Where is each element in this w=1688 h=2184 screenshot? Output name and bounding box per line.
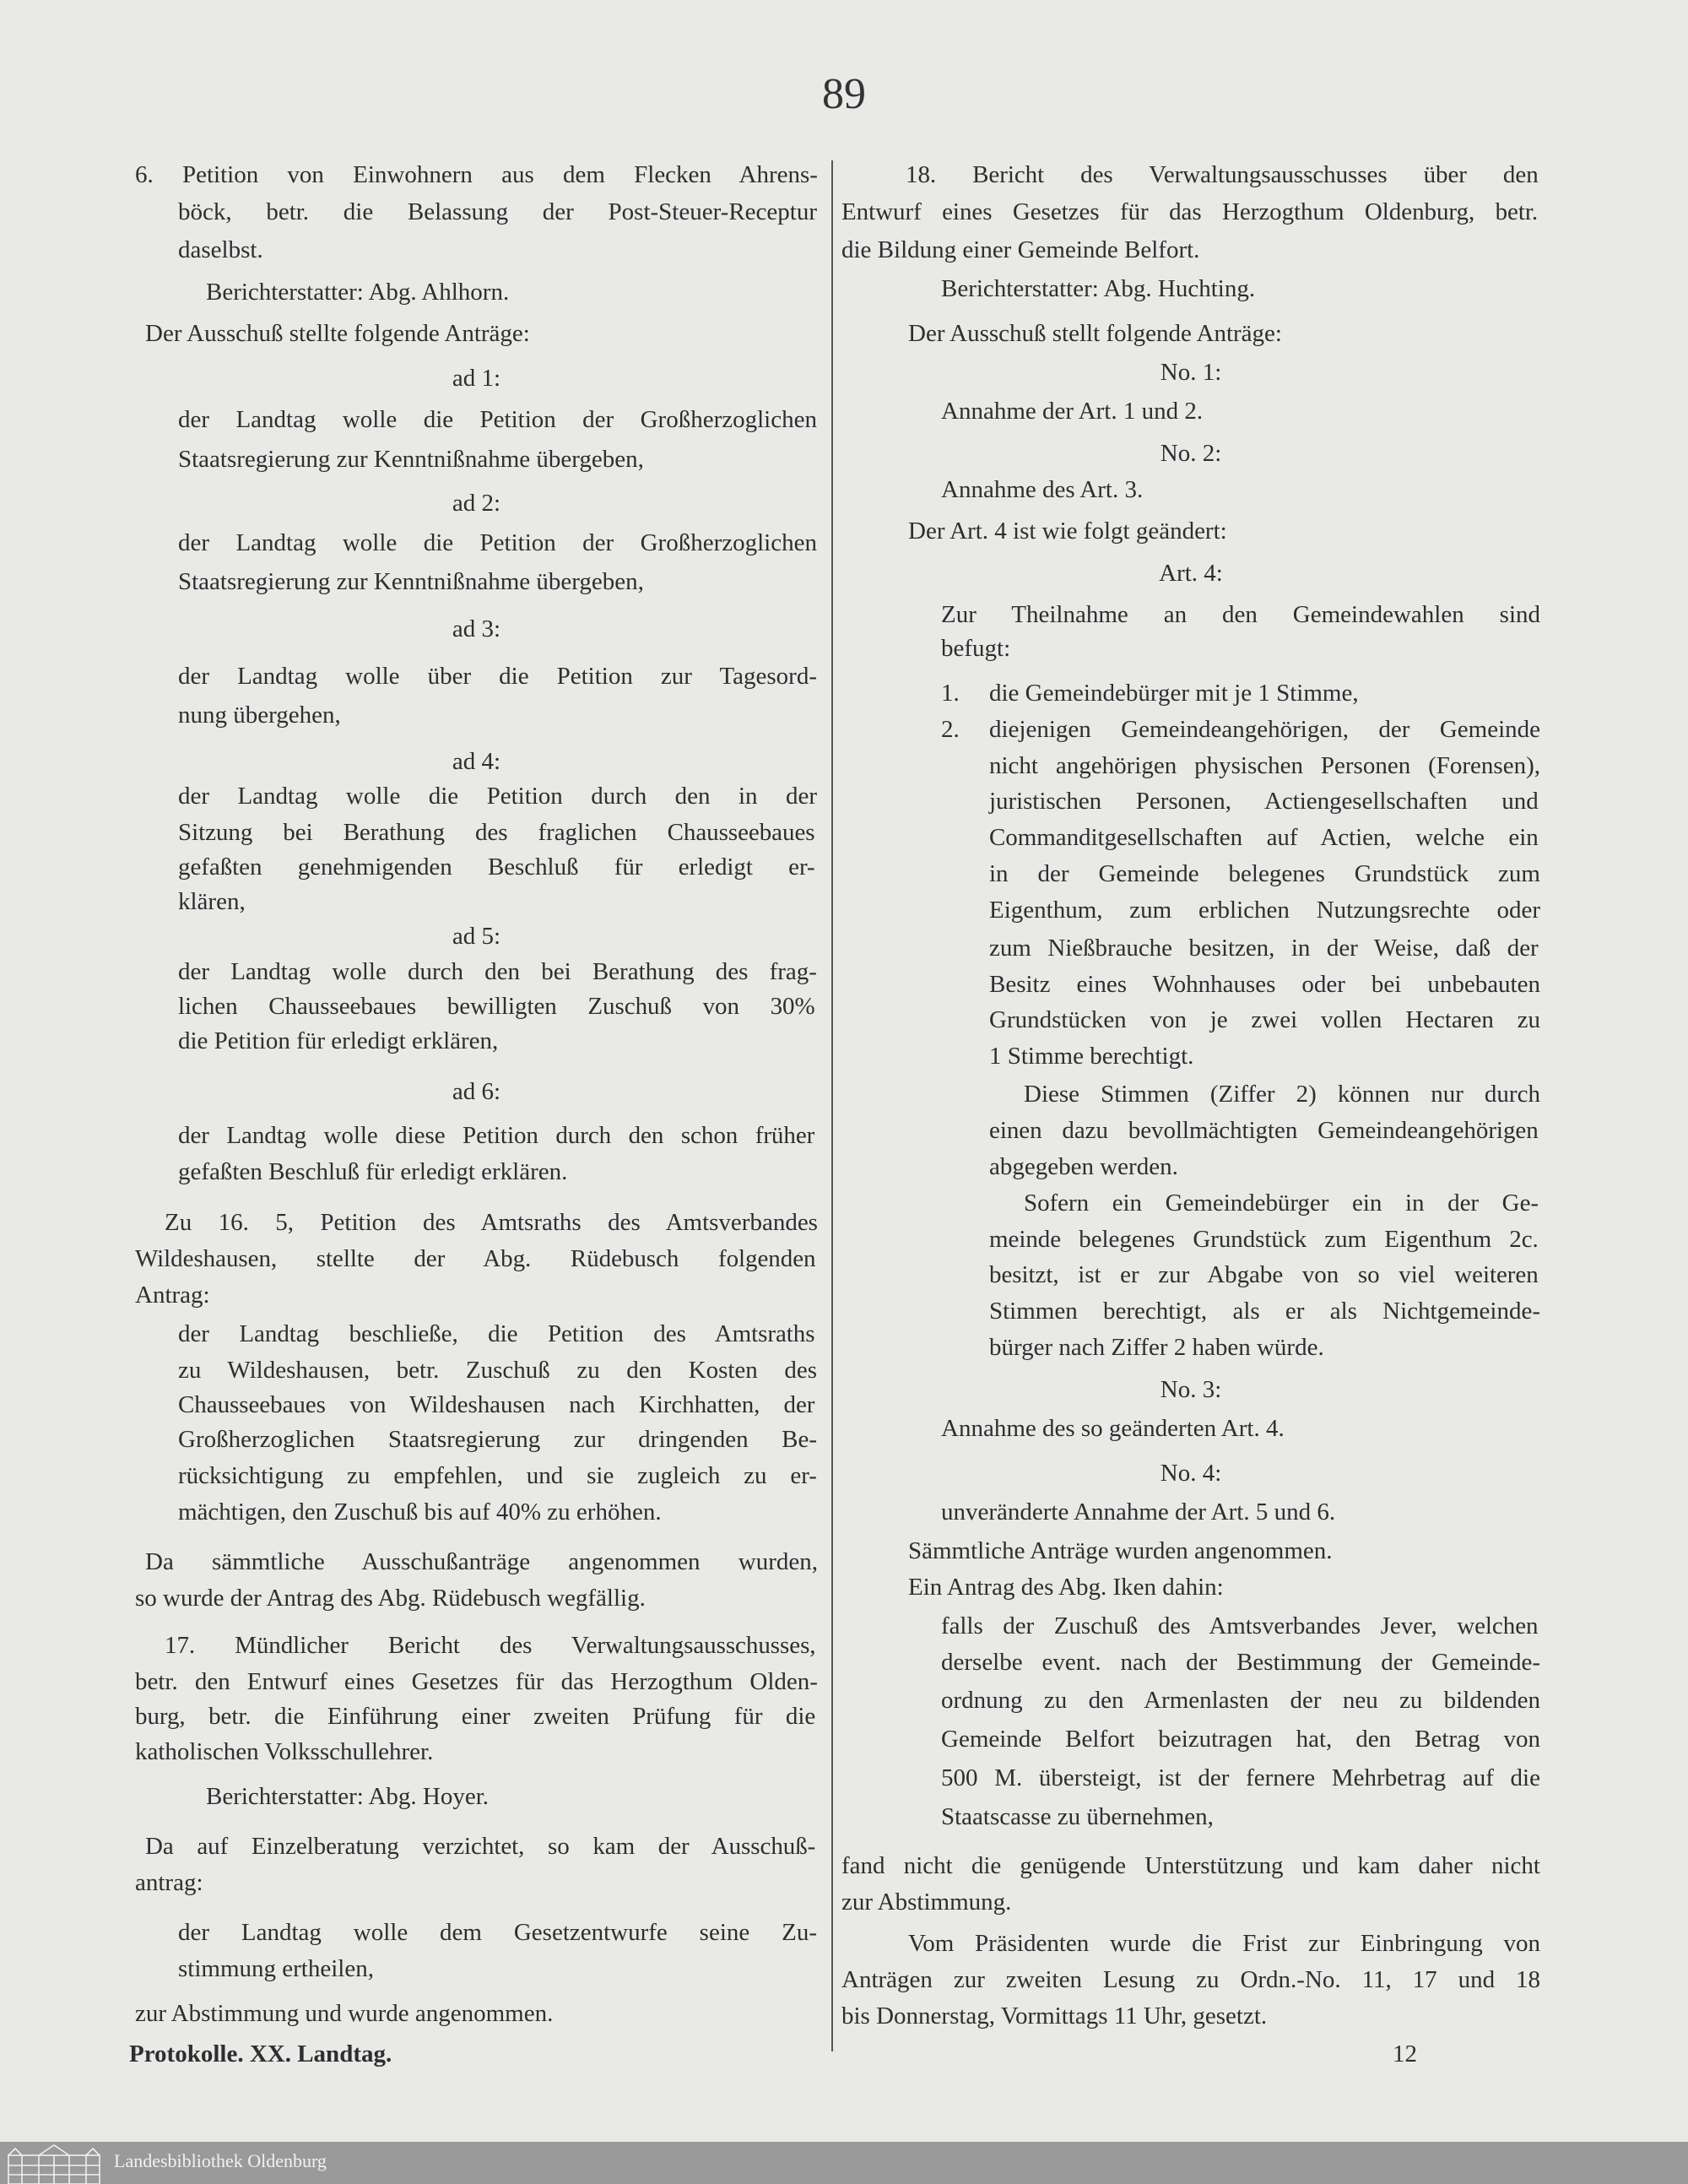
page-number: 89 — [822, 70, 866, 118]
text-line: ordnung zu den Armenlasten der neu zu bildenden — [941, 1687, 1540, 1714]
text-line: antrag: — [135, 1869, 203, 1896]
text-line: daselbst. — [178, 236, 263, 263]
section-heading: No. 4: — [1160, 1460, 1222, 1487]
text-line: Antrag: — [135, 1282, 210, 1309]
text-line: nung übergehen, — [178, 702, 341, 729]
section-heading: ad 4: — [452, 748, 501, 775]
text-line: die Bildung einer Gemeinde Belfort. — [841, 236, 1200, 263]
text-line: die Petition für erledigt erklären, — [178, 1027, 499, 1054]
text-line: mächtigen, den Zuschuß bis auf 40% zu erhöhen. — [178, 1498, 662, 1526]
text-line: böck, betr. die Belassung der Post-Steuer-Receptur — [178, 198, 817, 225]
text-line: 2. — [941, 716, 960, 743]
text-line: zur Abstimmung und wurde angenommen. — [135, 2000, 554, 2027]
text-line: rücksichtigung zu empfehlen, und sie zugleich zu er- — [178, 1462, 817, 1489]
text-line: der Landtag wolle über die Petition zur Tagesord- — [178, 663, 817, 690]
text-line: Stimmen berechtigt, als er als Nichtgemeinde- — [989, 1298, 1540, 1325]
text-line: zur Abstimmung. — [841, 1889, 1012, 1916]
text-line: besitzt, ist er zur Abgabe von so viel weiteren — [989, 1261, 1539, 1288]
text-line: Der Ausschuß stellt folgende Anträge: — [908, 320, 1282, 347]
section-heading: No. 2: — [1160, 440, 1222, 467]
signature-mark-left: Protokolle. XX. Landtag. — [129, 2040, 392, 2067]
column-divider — [831, 160, 833, 2051]
text-line: Entwurf eines Gesetzes für das Herzogthum Oldenburg, betr. — [841, 198, 1539, 225]
signature-mark-right: 12 — [1393, 2040, 1417, 2067]
text-line: derselbe event. nach der Bestimmung der Gemeinde- — [941, 1649, 1540, 1676]
text-line: gefaßten genehmigenden Beschluß für erledigt er- — [178, 854, 815, 881]
text-line: 17. Mündlicher Bericht des Verwaltungsausschusses, — [165, 1632, 816, 1659]
text-line: die Gemeindebürger mit je 1 Stimme, — [989, 680, 1359, 707]
text-line: Großherzoglichen Staatsregierung zur dringenden Be- — [178, 1426, 817, 1453]
text-line: falls der Zuschuß des Amtsverbandes Jever, welchen — [941, 1612, 1539, 1639]
text-line: nicht angehörigen physischen Personen (Forensen), — [989, 752, 1540, 779]
text-line: Annahme der Art. 1 und 2. — [941, 398, 1204, 425]
text-line: Besitz eines Wohnhauses oder bei unbebauten — [989, 971, 1540, 998]
text-line: der Landtag wolle die Petition der Großherzoglichen — [178, 529, 817, 556]
text-line: burg, betr. die Einführung einer zweiten Prüfung für die — [135, 1703, 816, 1730]
text-line: Vom Präsidenten wurde die Frist zur Einbringung von — [908, 1930, 1540, 1957]
text-line: Zu 16. 5, Petition des Amtsraths des Amtsverbandes — [165, 1209, 818, 1236]
text-line: der Landtag wolle diese Petition durch den schon früher — [178, 1122, 815, 1149]
text-line: zum Nießbrauche besitzen, in der Weise, daß der — [989, 935, 1539, 962]
text-line: Wildeshausen, stellte der Abg. Rüdebusch folgenden — [135, 1245, 816, 1272]
text-line: Staatsregierung zur Kenntnißnahme übergeben, — [178, 446, 644, 473]
text-line: 1. — [941, 680, 960, 707]
library-building-logo-icon — [5, 2143, 103, 2184]
text-line: Gemeinde Belfort beizutragen hat, den Betrag von — [941, 1726, 1540, 1753]
text-line: Ein Antrag des Abg. Iken dahin: — [908, 1574, 1224, 1601]
text-line: meinde belegenes Grundstück zum Eigenthum 2c. — [989, 1226, 1539, 1253]
text-line: einen dazu bevollmächtigten Gemeindeangehörigen — [989, 1117, 1539, 1144]
text-line: katholischen Volksschullehrer. — [135, 1738, 434, 1765]
text-line: befugt: — [941, 635, 1011, 662]
text-line: gefaßten Beschluß für erledigt erklären. — [178, 1158, 568, 1185]
text-line: Annahme des Art. 3. — [941, 476, 1144, 503]
text-line: Chausseebaues von Wildeshausen nach Kirchhatten, der — [178, 1391, 815, 1418]
text-line: Berichterstatter: Abg. Huchting. — [941, 275, 1256, 302]
text-line: Diese Stimmen (Ziffer 2) können nur durch — [1024, 1081, 1540, 1108]
text-line: Sitzung bei Berathung des fraglichen Chausseebaues — [178, 819, 815, 846]
text-line: stimmung ertheilen, — [178, 1955, 374, 1982]
section-heading: ad 5: — [452, 923, 501, 950]
section-heading: Art. 4: — [1159, 560, 1223, 587]
text-line: zu Wildeshausen, betr. Zuschuß zu den Kosten des — [178, 1357, 817, 1384]
text-line: Da sämmtliche Ausschußanträge angenommen wurden, — [145, 1548, 818, 1575]
text-line: Annahme des so geänderten Art. 4. — [941, 1415, 1285, 1442]
text-line: der Landtag beschließe, die Petition des Amtsraths — [178, 1320, 815, 1347]
text-line: Der Art. 4 ist wie folgt geändert: — [908, 518, 1227, 545]
text-line: unveränderte Annahme der Art. 5 und 6. — [941, 1498, 1336, 1526]
text-line: fand nicht die genügende Unterstützung und kam daher nicht — [841, 1852, 1540, 1879]
text-line: Sämmtliche Anträge wurden angenommen. — [908, 1537, 1333, 1564]
text-line: bis Donnerstag, Vormittags 11 Uhr, gesetzt. — [841, 2002, 1268, 2030]
text-line: Grundstücken von je zwei vollen Hectaren zu — [989, 1006, 1540, 1033]
section-heading: ad 6: — [452, 1078, 501, 1105]
text-line: der Landtag wolle die Petition durch den in der — [178, 783, 817, 810]
text-line: Berichterstatter: Abg. Hoyer. — [206, 1783, 490, 1810]
text-line: Da auf Einzelberatung verzichtet, so kam der Ausschuß- — [145, 1833, 816, 1860]
library-name: Landesbibliothek Oldenburg — [114, 2150, 327, 2171]
text-line: bürger nach Ziffer 2 haben würde. — [989, 1334, 1324, 1361]
text-line: der Landtag wolle die Petition der Großherzoglichen — [178, 406, 817, 433]
text-line: diejenigen Gemeindeangehörigen, der Gemeinde — [989, 716, 1540, 743]
text-line: 18. Bericht des Verwaltungsausschusses über den — [906, 161, 1539, 188]
text-line: klären, — [178, 888, 246, 915]
text-line: Der Ausschuß stellte folgende Anträge: — [145, 320, 530, 347]
text-line: Staatsregierung zur Kenntnißnahme übergeben, — [178, 568, 644, 595]
text-line: abgegeben werden. — [989, 1153, 1178, 1180]
text-line: Zur Theilnahme an den Gemeindewahlen sind — [941, 601, 1540, 628]
text-line: Berichterstatter: Abg. Ahlhorn. — [206, 279, 510, 306]
text-line: lichen Chausseebaues bewilligten Zuschuß von 30% — [178, 993, 815, 1020]
text-line: der Landtag wolle dem Gesetzentwurfe seine Zu- — [178, 1919, 817, 1946]
library-bar — [0, 2142, 1688, 2184]
text-line: der Landtag wolle durch den bei Berathung des frag- — [178, 958, 817, 985]
section-heading: ad 1: — [452, 365, 501, 392]
text-line: Sofern ein Gemeindebürger ein in der Ge- — [1024, 1190, 1539, 1217]
section-heading: No. 3: — [1160, 1376, 1222, 1403]
text-line: 1 Stimme berechtigt. — [989, 1043, 1194, 1070]
text-line: so wurde der Antrag des Abg. Rüdebusch wegfällig. — [135, 1585, 646, 1612]
text-line: 500 M. übersteigt, ist der fernere Mehrbetrag auf die — [941, 1764, 1540, 1791]
section-heading: No. 1: — [1160, 359, 1222, 386]
text-line: Staatscasse zu übernehmen, — [941, 1803, 1214, 1830]
text-line: Eigenthum, zum erblichen Nutzungsrechte oder — [989, 897, 1540, 924]
section-heading: ad 2: — [452, 490, 501, 517]
text-line: 6. Petition von Einwohnern aus dem Flecken Ahrens- — [135, 161, 818, 188]
text-line: Anträgen zur zweiten Lesung zu Ordn.-No. 11, 17 und 18 — [841, 1966, 1540, 1993]
text-line: Commanditgesellschaften auf Actien, welche ein — [989, 824, 1539, 851]
text-line: betr. den Entwurf eines Gesetzes für das Herzogthum Olden- — [135, 1668, 818, 1695]
section-heading: ad 3: — [452, 615, 501, 642]
text-line: juristischen Personen, Actiengesellschaften und — [989, 788, 1539, 815]
text-line: in der Gemeinde belegenes Grundstück zum — [989, 860, 1540, 887]
